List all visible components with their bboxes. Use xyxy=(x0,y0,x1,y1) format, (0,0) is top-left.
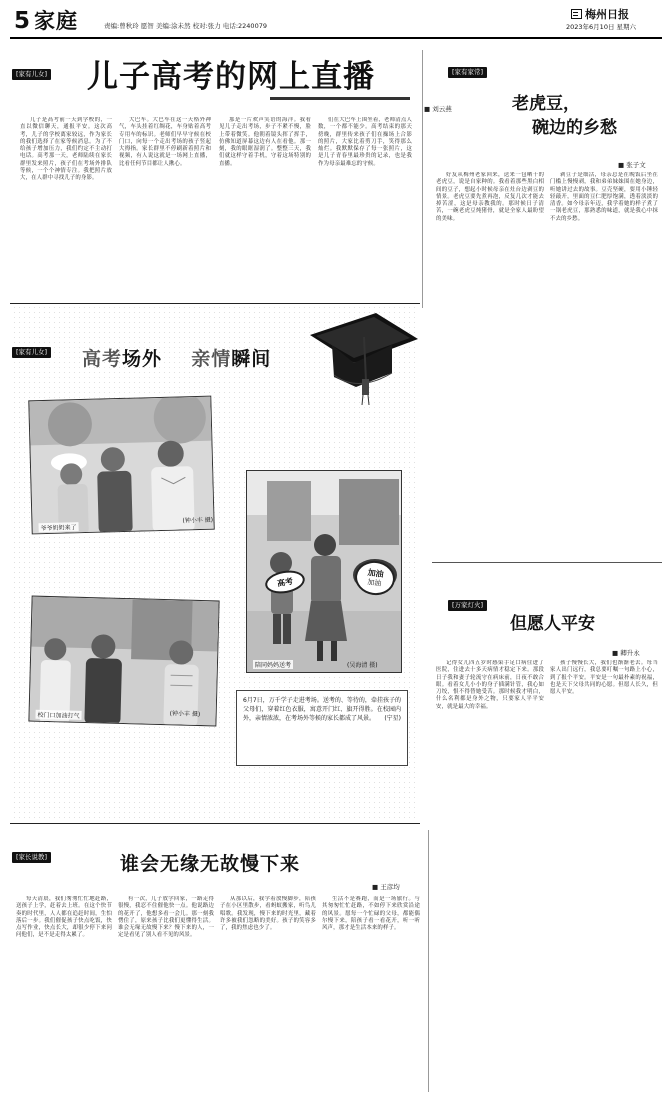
article4-byline: ■ 卿升永 xyxy=(612,649,640,657)
graduation-cap-icon xyxy=(306,305,422,415)
article1-col2: 大巴车。大巴车在这一天格外神气，车头挂着红绸花，车身贴着高考专用车的标识。老师们早早守候在校门口，向每一个走出考场的孩子竖起大拇指。家长群里不停刷新着照片和视频，有人说这就是一场网上直播，比看任何节目都让人揪心。 xyxy=(119,117,211,167)
article1-col3: 那是一片欢声笑语的海洋。我看见儿子走出考场，步子不紧不慢，脸上带着微笑。他朝着镜头挥了挥手，仿佛知道屏幕这边有人在看他。那一刻，我的眼眶湿润了。整整三天，我们就这样守着手机，守着这场特别的直播。 xyxy=(219,117,311,167)
masthead-logo xyxy=(571,8,659,20)
photo1-credit: (钟小丰 摄) xyxy=(182,516,214,525)
photo3-credit: (吴海清 摄) xyxy=(347,662,378,669)
article4-tag: [万家灯火] xyxy=(448,600,487,611)
photo-school-gate xyxy=(28,596,219,727)
article5-col4: 生活不是赛跑，而是一场旅行。与其匆匆忙忙赶路，不如停下来欣赏沿途的风景。愿每一个忙碌的父母，都能偶尔慢下来，陪孩子看一看花开，听一听风声，那才是生活本来的样子。 xyxy=(322,896,420,932)
issue-date: 2023年6月10日 星期六 xyxy=(566,23,637,31)
article5-byline: ■ 王彦均 xyxy=(372,883,400,891)
article1-tag: [家有儿女] xyxy=(12,69,51,80)
feature-summary-box: 6月7日，万千学子走进考场。送考的、等待的，牵挂孩子的父母们，穿着红色衣服，寓意开门红、旗开得胜。在校园内外，亲情浓浓，在考场外等候的家长都成了风景。 (宁星) xyxy=(236,690,408,766)
photo2-caption: 校门口加油打气 xyxy=(35,710,81,720)
article3-col1: 好友从梅州老家回来，送来一包晒干的老虎豆，说是自家种的。我看着那些黑白相间的豆子，想起小时候母亲在灶台边剥豆的情景。老虎豆要先煮再泡，反复几次才能去掉苦涩，这是母亲教我的。那时候日子清苦，一碗老虎豆炖猪骨，就是全家人最盼望的美味。 xyxy=(436,172,544,222)
article3-byline: ■ 张子文 xyxy=(618,161,646,169)
photo3-caption: 陪同妈妈送考 xyxy=(255,662,292,669)
photo1-caption: 爷爷奶奶来了 xyxy=(38,522,78,532)
article1-headline: 儿子高考的网上直播 xyxy=(87,59,375,95)
staff-line: 责编:曾秋玲 愿智 美编:涂未然 校对:张力 电话:2240079 xyxy=(104,22,267,30)
page-header xyxy=(8,6,664,36)
summary-credit: (宁星) xyxy=(384,715,401,722)
photo-grandparents xyxy=(28,396,214,535)
article5-tag: [家长说教] xyxy=(12,852,51,863)
school-gate-photo-icon xyxy=(29,597,219,727)
main-column-divider xyxy=(422,50,423,308)
article1-col1: 儿子是高考前一天到学校的，一直以微信聊天，通报平安。这次高考，儿子的学校离家较远，作为家长的我们选择了在家等候消息。为了不给孩子增加压力，我们约定不主动打电话。高考那一天，老师陆续在家长群里发来照片，孩子们在考场外排队等候，一个个神情专注。我把照片放大，在人群中寻找儿子的身影。 xyxy=(20,117,112,182)
photo-mother-child xyxy=(246,470,402,673)
article4-headline: 但愿人平安 xyxy=(510,614,595,634)
page-number: 5 xyxy=(14,8,31,34)
article1-byline: ■ 刘云燕 xyxy=(424,105,452,113)
article3-headline: 老虎豆， 碗边的乡愁 xyxy=(512,94,617,138)
article4-col1: 记得女儿四五岁时感染手足口病住进了医院，住进去十多天病情才稳定下来。那段日子我和妻子轮流守在病床前，日夜不敢合眼。看着女儿小小的身子插满针管，我心如刀绞，恨不得替她受苦。那时候我才明白，什么名利都是身外之物，只要家人平平安安，就是最大的幸福。 xyxy=(436,660,544,710)
cheer-sign-right: 加油 加油 xyxy=(353,558,397,597)
headline-underline xyxy=(270,97,410,100)
photo2-credit: (钟小丰 摄) xyxy=(169,710,201,719)
header-rule xyxy=(10,37,662,39)
article3-tag: [家有家常] xyxy=(448,67,487,78)
article5-col2: 有一次，儿子放学回家，一路走得很慢，我忍不住催他快一点。他说路边的花开了，他想多看一会儿。那一刻我愣住了，原来孩子比我们更懂得生活。谁会无缘无故慢下来？慢下来的人，一定是看见了别人看不见的风景。 xyxy=(118,896,214,939)
masthead-name: 梅州日报 xyxy=(585,8,629,21)
newspaper-icon xyxy=(571,9,582,19)
article1-col4: 们在大巴车上围坐着，老师清点人数，一个都不能少。高考结束的那天傍晚，群里传来孩子们在操场上合影的照片，大家比着剪刀手，笑得那么灿烂。我默默保存了每一张照片，这是儿子青春里最珍贵的记录，也是我作为母亲最难忘的守候。 xyxy=(318,117,412,167)
article2-headline: 高考场外 亲情瞬间 xyxy=(82,348,272,370)
article3-col2: 剥豆子是细活，母亲总是在晚饭后坐在门槛上慢慢剥，我和弟弟妹妹围在她身边，听她讲过去的故事。豆壳坚硬，要用小锤轻轻敲开，里面的豆仁肥厚饱满，透着淡淡的清香。如今母亲年迈，我学着她的样子煮了一锅老虎豆，那熟悉的味道，就是我心中抹不去的乡愁。 xyxy=(550,172,658,222)
section-title: 家庭 xyxy=(34,8,78,33)
right-section-rule xyxy=(432,562,662,563)
article5-col1: 每天清晨，我们匆匆忙忙地赶路，送孩子上学，赶着去上班。在这个快节奏的时代里，人人都在追赶时间，生怕落后一步。我们催促孩子快点吃饭，快点写作业，快点长大，却很少停下来问问他们，是不是走得太累了。 xyxy=(16,896,112,939)
article5-headline: 谁会无缘无故慢下来 xyxy=(120,853,301,875)
article4-col2: 孩子慢慢长大，我们也渐渐老去。每当家人出门远行，我总要叮嘱一句路上小心，到了报个平安。平安是一句最朴素的祝福，也是天下父母共同的心愿。但愿人长久，但愿人平安。 xyxy=(550,660,658,696)
article5-col3: 从那以后，我学着放慢脚步，陪孩子在小区里散步，看蚂蚁搬家，听鸟儿唱歌。我发现，慢下来的时光里，藏着许多被我们忽略的美好。孩子的笑容多了，我的焦虑也少了。 xyxy=(220,896,316,932)
article2-tag: [家有儿女] xyxy=(12,347,51,358)
grandparents-photo-icon xyxy=(29,397,214,535)
lower-column-divider xyxy=(428,830,429,1092)
cheer-sign-left: 高考 xyxy=(263,568,306,597)
